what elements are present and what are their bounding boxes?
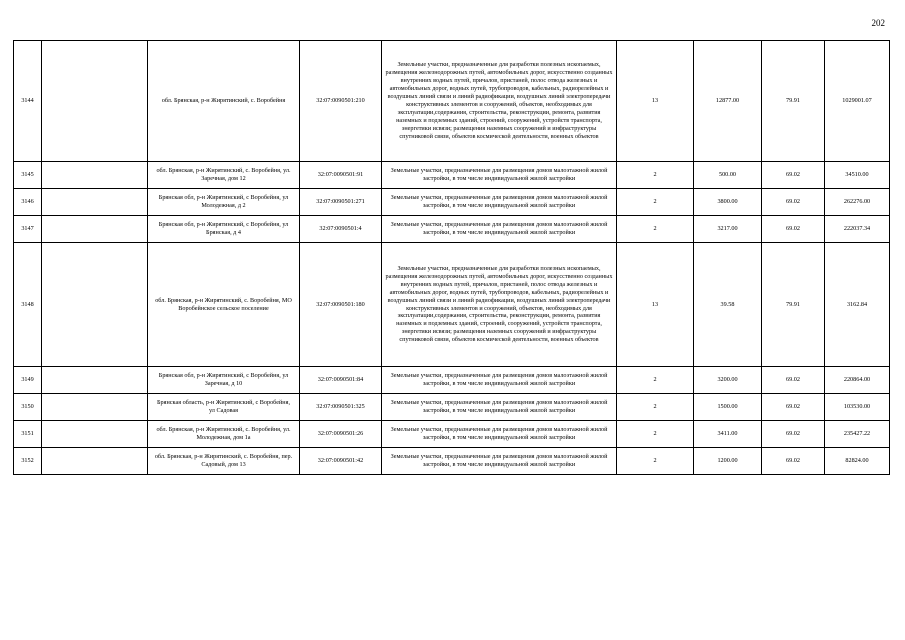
empty-cell (42, 367, 148, 394)
table-row (14, 41, 890, 162)
cadastral-number: 32:07:0090501:84 (300, 367, 382, 394)
cadastral-number: 32:07:0090501:26 (300, 421, 382, 448)
area-cell: 1200.00 (694, 448, 762, 475)
use-group-code: 2 (617, 216, 694, 243)
cadastral-value-cell: 1029001.07 (825, 41, 890, 162)
specific-value-cell: 69.02 (762, 448, 825, 475)
land-use-purpose: Земельные участки, предназначенные для размещения домов малоэтажной жилой застройки, в том числе индивидуальной жилой застройки (382, 421, 617, 448)
address-cell: обл. Брянская, р-н Жирятинский, с. Воробейня, МО Воробейнское сельское поселение (148, 243, 300, 367)
empty-cell (42, 394, 148, 421)
row-number: 3151 (14, 421, 42, 448)
table-row (14, 367, 890, 394)
use-group-code: 2 (617, 162, 694, 189)
use-group-code: 2 (617, 367, 694, 394)
cadastral-value-cell: 82824.00 (825, 448, 890, 475)
empty-cell (42, 421, 148, 448)
cadastral-value-table (13, 40, 890, 475)
cadastral-number: 32:07:0090501:325 (300, 394, 382, 421)
use-group-code: 2 (617, 394, 694, 421)
row-number: 3146 (14, 189, 42, 216)
area-cell: 3411.00 (694, 421, 762, 448)
land-use-purpose: Земельные участки, предназначенные для размещения домов малоэтажной жилой застройки, в том числе индивидуальной жилой застройки (382, 448, 617, 475)
cadastral-value-cell: 222037.34 (825, 216, 890, 243)
land-use-purpose: Земельные участки, предназначенные для размещения домов малоэтажной жилой застройки, в том числе индивидуальной жилой застройки (382, 162, 617, 189)
table-row (14, 216, 890, 243)
land-use-purpose: Земельные участки, предназначенные для размещения домов малоэтажной жилой застройки, в том числе индивидуальной жилой застройки (382, 189, 617, 216)
specific-value-cell: 69.02 (762, 394, 825, 421)
empty-cell (42, 41, 148, 162)
area-cell: 12877.00 (694, 41, 762, 162)
address-cell: обл. Брянская, р-н Жирятинский, с. Воробейня (148, 41, 300, 162)
land-use-purpose: Земельные участки, предназначенные для размещения домов малоэтажной жилой застройки, в том числе индивидуальной жилой застройки (382, 367, 617, 394)
cadastral-number: 32:07:0090501:210 (300, 41, 382, 162)
table-row (14, 243, 890, 367)
cadastral-number: 32:07:0090501:91 (300, 162, 382, 189)
empty-cell (42, 448, 148, 475)
table-row (14, 189, 890, 216)
cadastral-value-cell: 34510.00 (825, 162, 890, 189)
empty-cell (42, 243, 148, 367)
empty-cell (42, 162, 148, 189)
address-cell: Брянская обл, р-н Жирятинский, с Воробейня, ул Брянская, д 4 (148, 216, 300, 243)
use-group-code: 13 (617, 41, 694, 162)
empty-cell (42, 189, 148, 216)
address-cell: Брянская обл, р-н Жирятинский, с Воробейня, ул Заречная, д 10 (148, 367, 300, 394)
cadastral-number: 32:07:0090501:4 (300, 216, 382, 243)
row-number: 3152 (14, 448, 42, 475)
specific-value-cell: 69.02 (762, 367, 825, 394)
empty-cell (42, 216, 148, 243)
row-number: 3150 (14, 394, 42, 421)
cadastral-value-cell: 3162.84 (825, 243, 890, 367)
use-group-code: 2 (617, 421, 694, 448)
table-row (14, 421, 890, 448)
cadastral-number: 32:07:0090501:271 (300, 189, 382, 216)
cadastral-value-cell: 103530.00 (825, 394, 890, 421)
cadastral-value-cell: 235427.22 (825, 421, 890, 448)
specific-value-cell: 69.02 (762, 189, 825, 216)
address-cell: обл. Брянская, р-н Жирятинский, с. Воробейня, ул. Заречная, дом 12 (148, 162, 300, 189)
use-group-code: 13 (617, 243, 694, 367)
row-number: 3145 (14, 162, 42, 189)
table-row (14, 394, 890, 421)
cadastral-value-cell: 262276.00 (825, 189, 890, 216)
area-cell: 39.58 (694, 243, 762, 367)
specific-value-cell: 69.02 (762, 216, 825, 243)
table-row (14, 448, 890, 475)
cadastral-number: 32:07:0090501:42 (300, 448, 382, 475)
page-number: 202 (871, 18, 885, 28)
address-cell: обл. Брянская, р-н Жирятинский, с. Воробейня, пер. Садовый, дом 13 (148, 448, 300, 475)
use-group-code: 2 (617, 448, 694, 475)
row-number: 3149 (14, 367, 42, 394)
use-group-code: 2 (617, 189, 694, 216)
cadastral-value-cell: 220864.00 (825, 367, 890, 394)
area-cell: 500.00 (694, 162, 762, 189)
address-cell: обл. Брянская, р-н Жирятинский, с. Воробейня, ул. Молодежная, дом 1а (148, 421, 300, 448)
address-cell: Брянская обл, р-н Жирятинский, с Воробейня, ул Молодежная, д 2 (148, 189, 300, 216)
cadastral-number: 32:07:0090501:180 (300, 243, 382, 367)
row-number: 3144 (14, 41, 42, 162)
row-number: 3148 (14, 243, 42, 367)
land-use-purpose: Земельные участки, предназначенные для разработки полезных ископаемых, размещения железнодорожных путей, автомобильных дорог, искусственно созданных внутренних водных путей, причалов, пристаней, полос отвода железных и автомобильных дорог, водных путей, трубопроводов, кабельных, радиорелейных и воздушных линий связи и линий радиофикации, воздушных линий электропередачи конструктивных элементов и сооружений, объектов, необходимых для эксплуатации,содержания, строительства, реконструкции, ремонта, развития наземных и подземных зданий, строений, сооружений, устройств транспорта, энергетики иcвязи; размещения наземных сооружений и инфраструктуры спутниковой связи, объектов космической деятельности, военных объектов (382, 243, 617, 367)
row-number: 3147 (14, 216, 42, 243)
land-use-purpose: Земельные участки, предназначенные для размещения домов малоэтажной жилой застройки, в том числе индивидуальной жилой застройки (382, 394, 617, 421)
area-cell: 3217.00 (694, 216, 762, 243)
specific-value-cell: 79.91 (762, 41, 825, 162)
area-cell: 3800.00 (694, 189, 762, 216)
specific-value-cell: 79.91 (762, 243, 825, 367)
area-cell: 1500.00 (694, 394, 762, 421)
table-row (14, 162, 890, 189)
address-cell: Брянская область, р-н Жирятинский, с Воробейня, ул Садовая (148, 394, 300, 421)
specific-value-cell: 69.02 (762, 421, 825, 448)
land-use-purpose: Земельные участки, предназначенные для размещения домов малоэтажной жилой застройки, в том числе индивидуальной жилой застройки (382, 216, 617, 243)
specific-value-cell: 69.02 (762, 162, 825, 189)
area-cell: 3200.00 (694, 367, 762, 394)
land-use-purpose: Земельные участки, предназначенные для разработки полезных ископаемых, размещения железнодорожных путей, автомобильных дорог, искусственно созданных внутренних водных путей, причалов, пристаней, полос отвода железных и автомобильных дорог, водных путей, трубопроводов, кабельных, радиорелейных и воздушных линий связи и линий радиофикации, воздушных линий электропередачи конструктивных элементов и сооружений, объектов, необходимых для эксплуатации,содержания, строительства, реконструкции, ремонта, развития наземных и подземных зданий, строений, сооружений, устройств транспорта, энергетики иcвязи; размещения наземных сооружений и инфраструктуры спутниковой связи, объектов космической деятельности, военных объектов (382, 41, 617, 162)
